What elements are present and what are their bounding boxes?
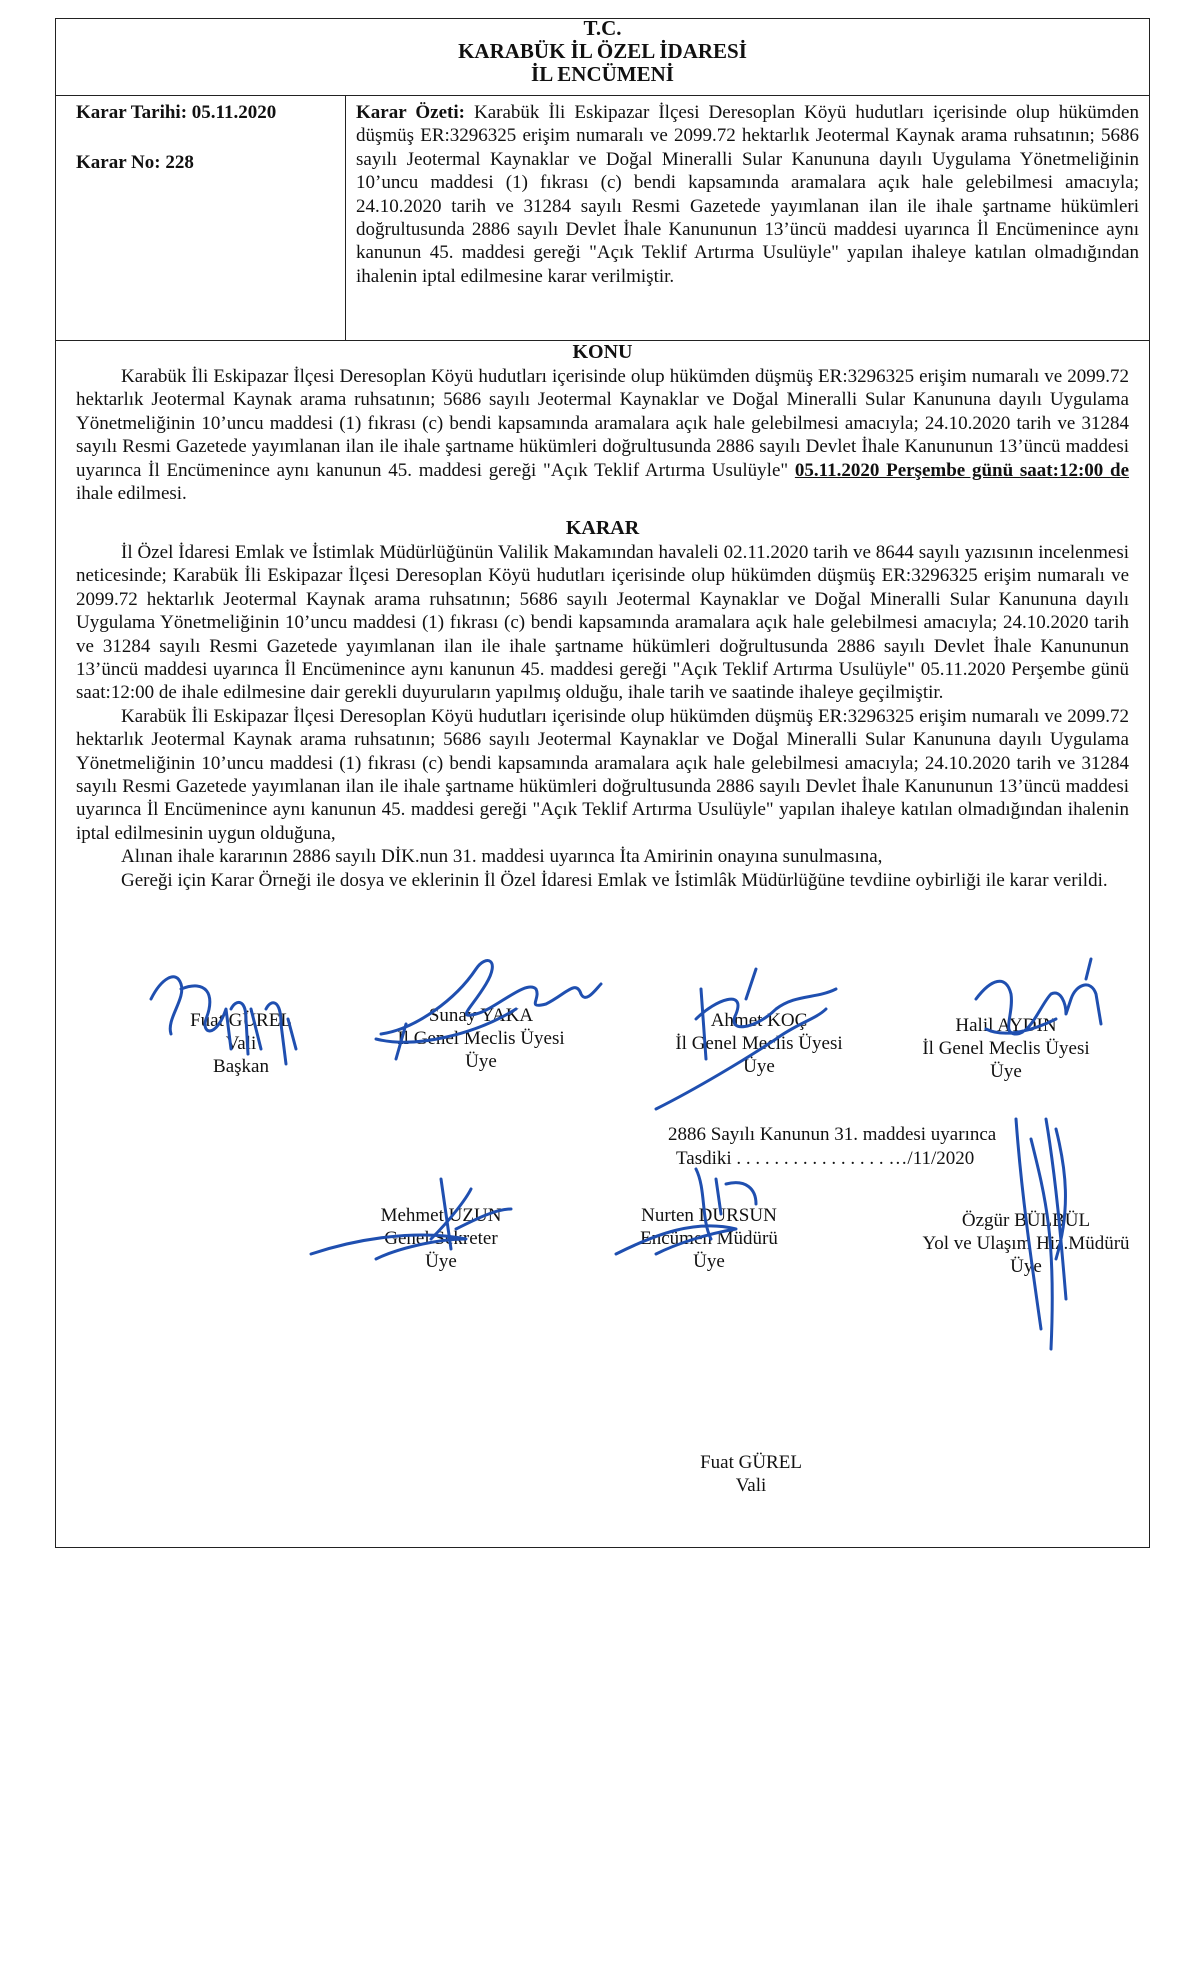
approval-date-line: Tasdiki . . . . . . . . . . . . . . . . …/11/2020 (676, 1148, 975, 1169)
karar-body (76, 541, 1129, 892)
document-header (56, 17, 1149, 86)
karar-title: KARAR (565, 517, 640, 539)
konu-text-end: ihale edilmesi. (76, 483, 187, 505)
signatory-name: Özgür BÜLBÜL (961, 1210, 1091, 1231)
signatory-title: İl Genel Meclis Üyesi (675, 1033, 843, 1054)
approval-law-line: 2886 Sayılı Kanunun 31. maddesi uyarınca (668, 1124, 997, 1145)
decision-summary (356, 96, 1139, 288)
header-tc: T.C. (583, 16, 622, 40)
header-institution: KARABÜK İL ÖZEL İDARESİ (458, 39, 747, 63)
signatory-block (341, 1004, 621, 1073)
karar-paragraph: Karabük İli Eskipazar İlçesi Deresoplan Köyü hudutları içerisinde olup hükümden düşmüş ER:3296325 erişim numaralı ve 2099.72 hektarlık Jeotermal Kaynak arama ruhsatının; 5686 sayılı Jeotermal Kaynaklar ve Doğal Mineralli Sular Kanununa dayılı Uygulama Yönetmeliğinin 10’uncu maddesi (1) fıkrası (c) bendi kapsamında aramalara açık hale gelebilmesi amacıyla; 24.10.2020 tarih ve 31284 sayılı Resmi Gazetede yayımlanan ilan ile ihale şartname hükümleri doğrultusunda 2886 sayılı Devlet İhale Kanununun 13’üncü maddesi uyarınca İl Encümenince aynı kanunun 45. maddesi gereği "Açık Teklif Artırma Usulüyle" yapılan ihaleye katılan olmadığından ihalenin iptal edilmesinin uygun olduğuna, (76, 705, 1129, 844)
signatory-name: Mehmet UZUN (380, 1205, 502, 1226)
summary-text: Karabük İli Eskipazar İlçesi Deresoplan Köyü hudutları içerisinde olup hükümden düşmüş ER:3296325 erişim numaralı ve 2099.72 hektarlık Jeotermal Kaynak arama ruhsatının; 5686 sayılı Jeotermal Kaynaklar ve Doğal Mineralli Sular Kanununa dayılı Uygulama Yönetmeliğinin 10’uncu maddesi (1) fıkrası (c) bendi kapsamında aramalara açık hale gelebilmesi amacıyla; 24.10.2020 tarih ve 31284 sayılı Resmi Gazetede yayımlanan ilan ile ihale şartname hükümleri doğrultusunda 2886 sayılı Devlet İhale Kanununun 13’üncü maddesi uyarınca İl Encümenince aynı kanunun 45. maddesi gereği "Açık Teklif Artırma Usulüyle" yapılan ihaleye katılan olmadığından ihalenin iptal edilmesine karar verilmiştir. (356, 102, 1139, 287)
decision-meta (56, 96, 346, 340)
signatory-title: İl Genel Meclis Üyesi (922, 1038, 1090, 1059)
signatory-name: Sunay YAKA (428, 1005, 534, 1026)
konu-text: Karabük İli Eskipazar İlçesi Deresoplan Köyü hudutları içerisinde olup hükümden düşmüş ER:3296325 erişim numaralı ve 2099.72 hektarlık Jeotermal Kaynak arama ruhsatının; 5686 sayılı Jeotermal Kaynaklar ve Doğal Mineralli Sular Kanununa dayılı Uygulama Yönetmeliğinin 10’uncu maddesi (1) fıkrası (c) bendi kapsamında aramalara açık hale gelebilmesi amacıyla; 24.10.2020 tarih ve 31284 sayılı Resmi Gazetede yayımlanan ilan ile ihale şartname hükümleri doğrultusunda 2886 sayılı Devlet İhale Kanununun 13’üncü maddesi uyarınca İl Encümenince aynı kanunun 45. maddesi gereği "Açık Teklif Artırma Usulüyle" (76, 366, 1129, 481)
document-page (55, 18, 1150, 1548)
signatory-block (301, 1204, 581, 1273)
signatory-role: Üye (693, 1251, 725, 1272)
signatory-name: Ahmet KOÇ (710, 1010, 808, 1031)
signatory-role: Üye (465, 1051, 497, 1072)
konu-body (76, 365, 1129, 505)
decision-info-table (56, 95, 1149, 341)
signatory-block (569, 1204, 849, 1273)
approval-name: Fuat GÜREL (700, 1452, 802, 1473)
signatory-title: Genel Sekreter (384, 1228, 498, 1249)
signatory-title: Encümen Müdürü (640, 1228, 778, 1249)
signatory-role: Üye (743, 1056, 775, 1077)
signatory-block (886, 1209, 1166, 1278)
approval-signatory (646, 1451, 856, 1497)
signatory-name: Halil AYDIN (955, 1015, 1057, 1036)
signatory-name: Nurten DURSUN (641, 1205, 777, 1226)
konu-date-highlight: 05.11.2020 Perşembe günü saat:12:00 de (794, 459, 1130, 481)
konu-title: KONU (572, 341, 633, 363)
decision-number: Karar No: 228 (76, 152, 194, 173)
signatory-title: Yol ve Ulaşım Hiz.Müdürü (922, 1233, 1130, 1254)
summary-label: Karar Özeti: (356, 102, 465, 123)
signatory-title: Vali (225, 1033, 257, 1054)
signatory-name: Fuat GÜREL (190, 1010, 292, 1031)
signatory-block (619, 1009, 899, 1078)
approval-title: Vali (735, 1475, 767, 1496)
signatory-role: Üye (425, 1251, 457, 1272)
signatory-title: İl Genel Meclis Üyesi (397, 1028, 565, 1049)
signatory-role: Üye (1010, 1256, 1042, 1277)
signatory-block (101, 1009, 381, 1078)
karar-paragraph: Alınan ihale kararının 2886 sayılı DİK.nun 31. maddesi uyarınca İta Amirinin onayına sunulmasına, (121, 846, 883, 868)
decision-date: Karar Tarihi: 05.11.2020 (76, 102, 277, 123)
signatory-block (866, 1014, 1146, 1083)
signatory-role: Üye (990, 1061, 1022, 1082)
karar-paragraph: İl Özel İdaresi Emlak ve İstimlak Müdürlüğünün Valilik Makamından havaleli 02.11.2020 tarih ve 8644 sayılı yazısının incelenmesi neticesinde; Karabük İli Eskipazar İlçesi Deresoplan Köyü hudutları içerisinde olup hükümden düşmüş ER:3296325 erişim numaralı ve 2099.72 hektarlık Jeotermal Kaynak arama ruhsatının; 5686 sayılı Jeotermal Kaynaklar ve Doğal Mineralli Sular Kanununa dayılı Uygulama Yönetmeliğinin 10’uncu maddesi (1) fıkrası (c) bendi kapsamında aramalara açık hale gelebilmesi amacıyla; 24.10.2020 tarih ve 31284 sayılı Resmi Gazetede yayımlanan ilan ile ihale şartname hükümleri doğrultusunda 2886 sayılı Devlet İhale Kanununun 13’üncü maddesi uyarınca İl Encümenince aynı kanunun 45. maddesi gereği "Açık Teklif Artırma Usulüyle" 05.11.2020 Perşembe günü saat:12:00 de ihale edilmesine dair gerekli duyuruların yapılmış olduğu, ihale tarih ve saatinde ihaleye geçilmiştir. (76, 542, 1129, 704)
header-council: İL ENCÜMENİ (531, 62, 674, 86)
karar-paragraph: Gereği için Karar Örneği ile dosya ve eklerinin İl Özel İdaresi Emlak ve İstimlâk Müdürlüğüne tevdiine oybirliği ile karar verildi. (121, 869, 1108, 891)
approval-block (668, 1123, 996, 1171)
signatory-role: Başkan (213, 1056, 269, 1077)
